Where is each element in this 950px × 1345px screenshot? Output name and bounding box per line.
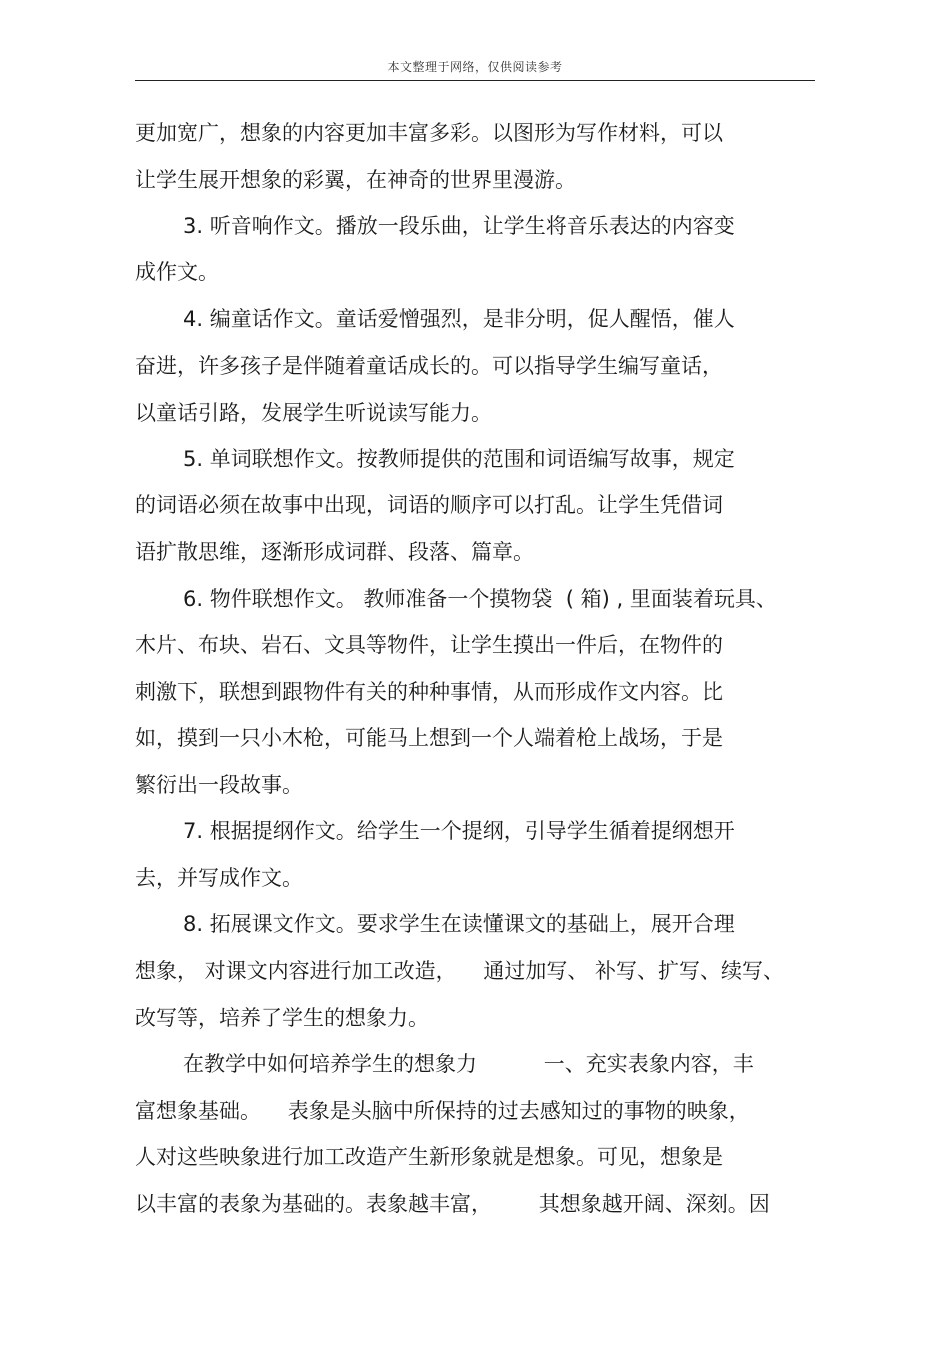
text-line: 刺激下，联想到跟物件有关的种种事情，从而形成作文内容。比	[135, 680, 723, 704]
text-line: 以童话引路，发展学生听说读写能力。	[135, 401, 492, 425]
text-line: 让学生展开想象的彩翼，在神奇的世界里漫游。	[135, 168, 576, 192]
text-line: 如，摸到一只小木枪，可能马上想到一个人端着枪上战场，于是	[135, 726, 723, 750]
text-line: 8. 拓展课文作文。要求学生在读懂课文的基础上，展开合理	[183, 912, 735, 936]
text-line: 4. 编童话作文。童话爱憎强烈，是非分明，促人醒悟，催人	[183, 307, 735, 331]
text-line: 在教学中如何培养学生的想象力 一、充实表象内容，丰	[183, 1052, 754, 1076]
text-line: 成作文。	[135, 260, 219, 284]
text-line: 繁衍出一段故事。	[135, 773, 303, 797]
text-line: 改写等，培养了学生的想象力。	[135, 1006, 429, 1030]
text-line: 5. 单词联想作文。按教师提供的范围和词语编写故事，规定	[183, 447, 735, 471]
text-line: 的词语必须在故事中出现，词语的顺序可以打乱。让学生凭借词	[135, 493, 723, 517]
text-line: 木片、布块、岩石、文具等物件，让学生摸出一件后，在物件的	[135, 633, 723, 657]
text-line: 语扩散思维，逐渐形成词群、段落、篇章。	[135, 540, 534, 564]
text-line: 去，并写成作文。	[135, 866, 303, 890]
text-line: 以丰富的表象为基础的。表象越丰富， 其想象越开阔、深刻。因	[135, 1192, 770, 1216]
header-divider	[135, 80, 815, 81]
text-line: 6. 物件联想作文。 教师准备一个摸物袋 ( 箱) , 里面装着玩具、	[183, 587, 777, 611]
text-line: 富想象基础。 表象是头脑中所保持的过去感知过的事物的映象，	[135, 1099, 750, 1123]
text-line: 更加宽广，想象的内容更加丰富多彩。以图形为写作材料，可以	[135, 121, 723, 145]
text-line: 奋进，许多孩子是伴随着童话成长的。可以指导学生编写童话，	[135, 354, 723, 378]
text-line: 7. 根据提纲作文。给学生一个提纲，引导学生循着提纲想开	[183, 819, 735, 843]
page-header: 本文整理于网络，仅供阅读参考	[387, 60, 563, 74]
text-line: 人对这些映象进行加工改造产生新形象就是想象。可见，想象是	[135, 1145, 723, 1169]
text-line: 3. 听音响作文。播放一段乐曲，让学生将音乐表达的内容变	[183, 214, 735, 238]
text-line: 想象， 对课文内容进行加工改造， 通过加写、 补写、扩写、续写、	[135, 959, 785, 983]
